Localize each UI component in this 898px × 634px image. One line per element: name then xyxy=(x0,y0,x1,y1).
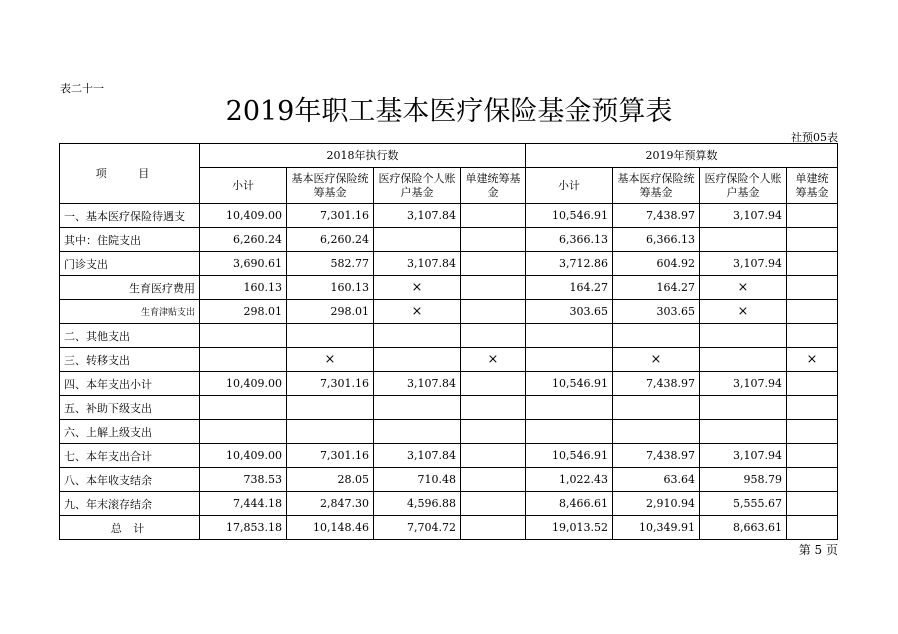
table-cell: 10,546.91 xyxy=(526,204,613,228)
table-cell: 10,409.00 xyxy=(200,372,287,396)
table-cell xyxy=(461,420,526,444)
table-cell: × xyxy=(787,348,838,372)
col-header-personal-account: 医疗保险个人账户基金 xyxy=(700,168,787,204)
table-cell xyxy=(374,324,461,348)
table-cell xyxy=(461,324,526,348)
table-row xyxy=(60,324,838,348)
table-cell xyxy=(526,348,613,372)
table-cell xyxy=(787,204,838,228)
table-cell: 7,301.16 xyxy=(287,372,374,396)
table-cell: 3,107.84 xyxy=(374,204,461,228)
table-cell xyxy=(374,396,461,420)
table-cell: 3,107.94 xyxy=(700,204,787,228)
table-cell: 8,663.61 xyxy=(700,516,787,540)
table-cell: 10,409.00 xyxy=(200,444,287,468)
table-body xyxy=(60,204,838,540)
table-cell: × xyxy=(374,276,461,300)
table-cell xyxy=(526,396,613,420)
table-row xyxy=(60,396,838,420)
table-cell: 303.65 xyxy=(526,300,613,324)
table-cell xyxy=(787,492,838,516)
table-cell xyxy=(700,324,787,348)
table-cell: 6,260.24 xyxy=(287,228,374,252)
table-cell xyxy=(526,324,613,348)
table-cell: × xyxy=(374,300,461,324)
table-cell: 7,301.16 xyxy=(287,204,374,228)
table-cell xyxy=(787,468,838,492)
table-cell xyxy=(613,324,700,348)
row-label: 总 计 xyxy=(60,516,200,540)
table-cell xyxy=(287,324,374,348)
table-cell xyxy=(787,228,838,252)
table-cell: 160.13 xyxy=(287,276,374,300)
table-row xyxy=(60,228,838,252)
table-cell: 10,148.46 xyxy=(287,516,374,540)
col-header-subtotal: 小计 xyxy=(526,168,613,204)
table-row xyxy=(60,492,838,516)
row-label: 其中：住院支出 xyxy=(60,228,200,252)
table-cell: × xyxy=(287,348,374,372)
table-cell xyxy=(787,252,838,276)
table-cell xyxy=(613,420,700,444)
table-cell xyxy=(200,348,287,372)
table-cell xyxy=(787,300,838,324)
table-cell xyxy=(461,516,526,540)
table-cell xyxy=(461,204,526,228)
item-column-header: 项 目 xyxy=(60,144,200,204)
form-code: 社预05表 xyxy=(791,131,838,144)
table-cell xyxy=(526,420,613,444)
row-label: 二、其他支出 xyxy=(60,324,200,348)
table-cell: 3,107.94 xyxy=(700,444,787,468)
table-row xyxy=(60,252,838,276)
group-header-2019: 2019年预算数 xyxy=(526,144,838,168)
table-cell: 3,107.94 xyxy=(700,372,787,396)
table-cell: 63.64 xyxy=(613,468,700,492)
table-cell: 6,366.13 xyxy=(526,228,613,252)
table-cell: 5,555.67 xyxy=(700,492,787,516)
table-row xyxy=(60,204,838,228)
table-cell: 298.01 xyxy=(287,300,374,324)
table-cell xyxy=(287,396,374,420)
table-cell: 604.92 xyxy=(613,252,700,276)
table-cell xyxy=(787,324,838,348)
table-cell xyxy=(700,348,787,372)
row-label: 七、本年支出合计 xyxy=(60,444,200,468)
table-cell xyxy=(700,228,787,252)
row-label: 一、基本医疗保险待遇支 xyxy=(60,204,200,228)
table-row xyxy=(60,372,838,396)
table-row xyxy=(60,420,838,444)
table-cell xyxy=(787,444,838,468)
col-header-personal-account: 医疗保险个人账户基金 xyxy=(374,168,461,204)
row-label: 八、本年收支结余 xyxy=(60,468,200,492)
page-title: 2019年职工基本医疗保险基金预算表 xyxy=(225,96,673,127)
table-cell: 10,409.00 xyxy=(200,204,287,228)
table-cell: 958.79 xyxy=(700,468,787,492)
table-cell: 7,438.97 xyxy=(613,444,700,468)
table-cell: 303.65 xyxy=(613,300,700,324)
table-header xyxy=(60,144,838,204)
col-header-subtotal: 小计 xyxy=(200,168,287,204)
table-cell: 582.77 xyxy=(287,252,374,276)
page-number: 第 5 页 xyxy=(798,543,838,557)
table-cell: 3,107.84 xyxy=(374,372,461,396)
table-cell: 2,910.94 xyxy=(613,492,700,516)
table-cell xyxy=(374,348,461,372)
table-cell: × xyxy=(700,276,787,300)
col-header-pooled-fund: 基本医疗保险统筹基金 xyxy=(287,168,374,204)
table-cell: × xyxy=(700,300,787,324)
table-cell: 10,349.91 xyxy=(613,516,700,540)
table-cell xyxy=(200,420,287,444)
table-cell xyxy=(287,420,374,444)
table-cell xyxy=(200,396,287,420)
row-label: 四、本年支出小计 xyxy=(60,372,200,396)
table-cell xyxy=(461,444,526,468)
table-cell xyxy=(461,396,526,420)
table-cell xyxy=(461,300,526,324)
table-cell: 8,466.61 xyxy=(526,492,613,516)
table-cell xyxy=(700,396,787,420)
table-cell xyxy=(461,468,526,492)
table-cell: 738.53 xyxy=(200,468,287,492)
table-row xyxy=(60,468,838,492)
row-label: 生育津贴支出 xyxy=(60,300,200,324)
table-cell xyxy=(461,492,526,516)
table-cell xyxy=(374,420,461,444)
table-cell: 7,438.97 xyxy=(613,204,700,228)
row-label: 五、补助下级支出 xyxy=(60,396,200,420)
table-cell xyxy=(613,396,700,420)
row-label: 门诊支出 xyxy=(60,252,200,276)
table-cell: 298.01 xyxy=(200,300,287,324)
row-label: 九、年末滚存结余 xyxy=(60,492,200,516)
table-cell xyxy=(461,372,526,396)
table-row xyxy=(60,300,838,324)
row-label: 生育医疗费用 xyxy=(60,276,200,300)
table-cell: 28.05 xyxy=(287,468,374,492)
table-cell: 17,853.18 xyxy=(200,516,287,540)
table-cell: 6,366.13 xyxy=(613,228,700,252)
col-header-standalone-fund: 单建统筹基金 xyxy=(461,168,526,204)
table-row xyxy=(60,516,838,540)
table-cell: × xyxy=(461,348,526,372)
table-cell: 6,260.24 xyxy=(200,228,287,252)
table-cell: 10,546.91 xyxy=(526,372,613,396)
table-cell: 7,301.16 xyxy=(287,444,374,468)
table-cell: 3,690.61 xyxy=(200,252,287,276)
group-header-2018: 2018年执行数 xyxy=(200,144,526,168)
table-cell xyxy=(787,276,838,300)
col-header-pooled-fund: 基本医疗保险统筹基金 xyxy=(613,168,700,204)
table-cell: 7,444.18 xyxy=(200,492,287,516)
table-cell xyxy=(787,420,838,444)
table-cell xyxy=(461,252,526,276)
table-cell: 3,107.94 xyxy=(700,252,787,276)
col-header-standalone-fund: 单建统筹基金 xyxy=(787,168,838,204)
table-cell xyxy=(787,372,838,396)
table-cell: 7,704.72 xyxy=(374,516,461,540)
row-label: 三、转移支出 xyxy=(60,348,200,372)
table-cell: 19,013.52 xyxy=(526,516,613,540)
table-cell: 4,596.88 xyxy=(374,492,461,516)
table-cell: 3,107.84 xyxy=(374,444,461,468)
row-label: 六、上解上级支出 xyxy=(60,420,200,444)
table-row xyxy=(60,348,838,372)
table-cell xyxy=(374,228,461,252)
table-cell: 164.27 xyxy=(526,276,613,300)
table-number: 表二十一 xyxy=(60,82,104,95)
table-cell: × xyxy=(613,348,700,372)
table-row xyxy=(60,276,838,300)
table-cell: 164.27 xyxy=(613,276,700,300)
table-cell: 160.13 xyxy=(200,276,287,300)
table-cell xyxy=(200,324,287,348)
table-cell: 3,712.86 xyxy=(526,252,613,276)
table-cell: 3,107.84 xyxy=(374,252,461,276)
table-cell: 1,022.43 xyxy=(526,468,613,492)
table-cell xyxy=(700,420,787,444)
table-cell: 710.48 xyxy=(374,468,461,492)
table-cell xyxy=(461,276,526,300)
table-cell xyxy=(787,396,838,420)
table-cell: 10,546.91 xyxy=(526,444,613,468)
budget-table xyxy=(59,143,838,540)
table-cell: 7,438.97 xyxy=(613,372,700,396)
table-cell: 2,847.30 xyxy=(287,492,374,516)
table-cell xyxy=(787,516,838,540)
table-cell xyxy=(461,228,526,252)
table-row xyxy=(60,444,838,468)
